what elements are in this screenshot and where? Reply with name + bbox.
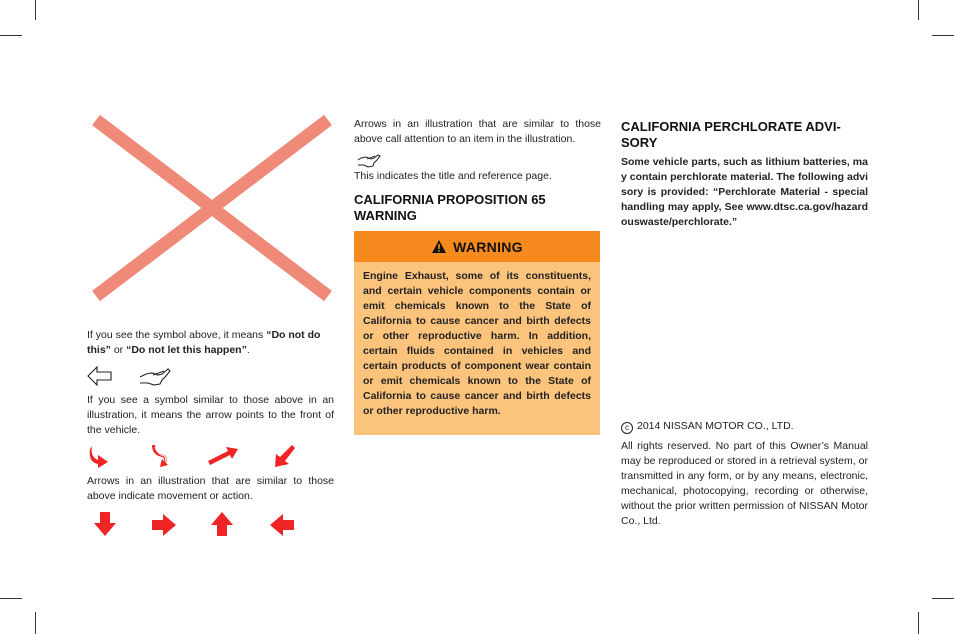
straight-arrow-icon [151,513,177,537]
do-not-let-happen-text: “Do not let this happen” [126,344,247,356]
warning-label: WARNING [453,238,523,255]
straight-arrow-icon [272,443,296,469]
copyright-symbol [621,422,633,434]
crop-mark [918,612,919,634]
front-arrow-outline-icon [87,365,113,387]
perchlorate-advisory-text: Some vehicle parts, such as lithium batteries, may contain perchlorate material. The following advisory is provided: “Perchlorate Material - special handling may apply, See www.dtsc.ca.gov/hazardouswaste/perchlorate.” [621,156,868,228]
pointing-hand-icon [138,365,172,387]
warning-box [354,231,600,435]
crop-mark [0,35,22,36]
perchlorate-heading-line2: SORY [621,135,658,150]
symbol-paragraph [87,328,334,358]
symbol-text-mid: or [110,344,127,356]
rights-paragraph: All rights reserved. No part of this Owner’s Manual may be reproduced or stored in a retrieval system, or transmitted in any form, or by any means, electronic, mechanical, photocopying, recording or otherwise, without the prior written permission of NISSAN Motor Co., Ltd. [621,440,868,527]
warning-triangle-icon [431,239,447,254]
crop-mark [35,612,36,634]
crop-mark [35,0,36,20]
front-arrow-paragraph: If you see a symbol similar to those above in an illustration, it means the arrow points to the front of the vehicle. [87,394,334,436]
curved-arrow-icon [146,443,172,469]
movement-arrow-paragraph: Arrows in an illustration that are similar to those above indicate movement or action. [87,475,334,502]
crop-mark [0,598,22,599]
copyright-symbol-letter: c [625,423,629,432]
symbol-text-suffix: . [246,344,250,356]
prohibition-x-icon [90,112,334,304]
perchlorate-heading-line1: CALIFORNIA PERCHLORATE ADVI- [621,119,841,134]
crop-mark [932,35,954,36]
straight-arrow-icon [206,445,240,467]
warning-header [354,231,600,262]
do-not-do-this-text: “Do not do this” [87,329,321,356]
callout-arrow-paragraph: Arrows in an illustration that are similar to those above call attention to an item in the illustration. [354,118,601,145]
curved-arrow-icon [88,443,114,469]
warning-text: Engine Exhaust, some of its constituents, and certain vehicle components contain or emit chemicals known to the State of California to cause cancer and birth defects or other reproductive harm. In addition, certain fluids contained in vehicles and certain products of component wear contain or emit chemicals known to the State of California to cause cancer and birth defects or other reproductive harm. [363,270,591,417]
copyright-line [621,419,868,434]
prop65-heading-line2: WARNING [354,208,417,223]
prop65-heading [354,192,601,224]
crop-mark [918,0,919,20]
straight-arrow-icon [93,511,117,537]
straight-arrow-icon [210,511,234,537]
symbol-text-prefix: If you see the symbol above, it means [87,329,267,341]
straight-arrow-icon [269,513,295,537]
reference-hand-icon [356,152,382,168]
prop65-heading-line1: CALIFORNIA PROPOSITION 65 [354,192,546,207]
copyright-text: 2014 NISSAN MOTOR CO., LTD. [637,420,794,432]
crop-mark [932,598,954,599]
perchlorate-heading [621,119,868,151]
reference-page-paragraph: This indicates the title and reference page. [354,170,552,182]
